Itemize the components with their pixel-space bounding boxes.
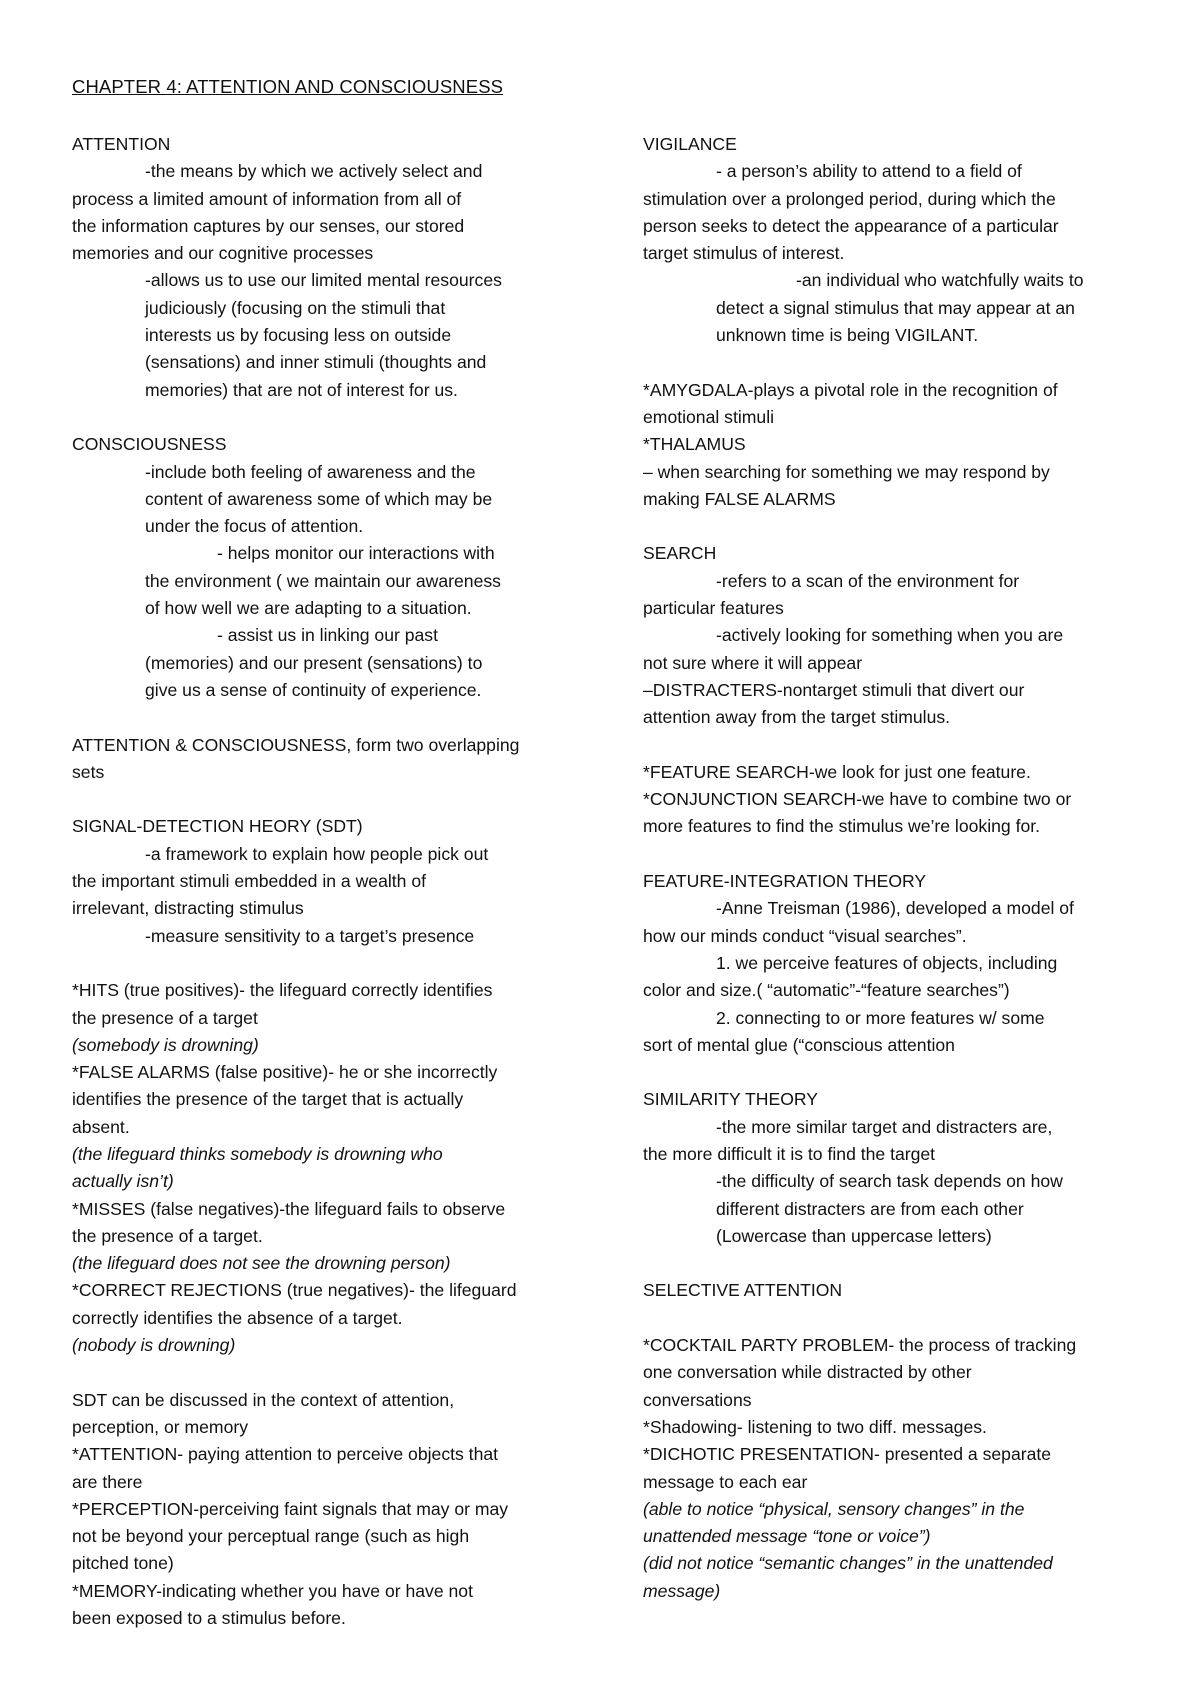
blank-line bbox=[643, 513, 1143, 540]
text-line: -actively looking for something when you are bbox=[716, 625, 1064, 646]
text-line: *Shadowing- listening to two diff. messages. bbox=[643, 1416, 987, 1437]
text-line: *FEATURE SEARCH-we look for just one feature. bbox=[643, 761, 1031, 782]
text-line: *CONJUNCTION SEARCH-we have to combine two or bbox=[643, 789, 1072, 810]
text-line: CONSCIOUSNESS bbox=[72, 434, 227, 455]
text-line: *COCKTAIL PARTY PROBLEM- the process of tracking bbox=[643, 1335, 1077, 1356]
text-line: *MISSES (false negatives)-the lifeguard fails to observe bbox=[72, 1198, 506, 1219]
text-line: memories) that are not of interest for us. bbox=[145, 379, 458, 400]
text-line: target stimulus of interest. bbox=[643, 243, 845, 264]
text-line: identifies the presence of the target that is actually bbox=[72, 1089, 464, 1110]
left-column bbox=[72, 131, 572, 1632]
text-line: *PERCEPTION-perceiving faint signals that may or may bbox=[72, 1498, 509, 1519]
text-line: person seeks to detect the appearance of a particular bbox=[643, 215, 1059, 236]
text-line: ATTENTION & CONSCIOUSNESS, form two overlapping bbox=[72, 734, 520, 755]
text-line: been exposed to a stimulus before. bbox=[72, 1608, 346, 1629]
text-line: not sure where it will appear bbox=[643, 652, 863, 673]
text-line: (sensations) and inner stimuli (thoughts and bbox=[145, 352, 487, 373]
blank-line bbox=[643, 841, 1143, 868]
text-line: the presence of a target bbox=[72, 1007, 258, 1028]
text-line: *FALSE ALARMS (false positive)- he or she incorrectly bbox=[72, 1062, 498, 1083]
text-line: (nobody is drowning) bbox=[72, 1335, 236, 1356]
text-line: SELECTIVE ATTENTION bbox=[643, 1280, 843, 1301]
blank-line bbox=[643, 1250, 1143, 1277]
text-line: SIGNAL-DETECTION HEORY (SDT) bbox=[72, 816, 363, 837]
text-line: ATTENTION bbox=[72, 134, 171, 154]
blank-line bbox=[643, 1305, 1143, 1332]
text-line: one conversation while distracted by other bbox=[643, 1362, 972, 1383]
text-line: (memories) and our present (sensations) to bbox=[145, 652, 483, 673]
text-line: how our minds conduct “visual searches”. bbox=[643, 925, 967, 946]
blank-line bbox=[72, 950, 572, 977]
text-line: - assist us in linking our past bbox=[217, 625, 438, 646]
text-line: (somebody is drowning) bbox=[72, 1034, 259, 1055]
text-line: (able to notice “physical, sensory changes” in the bbox=[643, 1498, 1025, 1519]
text-line: *AMYGDALA-plays a pivotal role in the recognition of bbox=[643, 379, 1058, 400]
text-line: attention away from the target stimulus. bbox=[643, 707, 951, 728]
text-line: irrelevant, distracting stimulus bbox=[72, 898, 304, 919]
blank-line bbox=[72, 1359, 572, 1386]
text-line: under the focus of attention. bbox=[145, 516, 364, 537]
text-line: *DICHOTIC PRESENTATION- presented a separate bbox=[643, 1444, 1052, 1465]
text-line: -allows us to use our limited mental resources bbox=[145, 270, 502, 291]
text-line: not be beyond your perceptual range (such as high bbox=[72, 1526, 470, 1547]
text-line: message) bbox=[643, 1580, 721, 1601]
text-line: the important stimuli embedded in a wealth of bbox=[72, 871, 427, 892]
text-line: -the means by which we actively select and bbox=[145, 161, 483, 182]
blank-line bbox=[72, 404, 572, 431]
text-line: sets bbox=[72, 761, 105, 782]
text-line: (the lifeguard does not see the drowning person) bbox=[72, 1253, 451, 1274]
text-line: –DISTRACTERS-nontarget stimuli that divert our bbox=[643, 679, 1025, 700]
text-line: emotional stimuli bbox=[643, 406, 775, 427]
text-line: FEATURE-INTEGRATION THEORY bbox=[643, 871, 927, 892]
text-line: the more difficult it is to find the target bbox=[643, 1143, 936, 1164]
text-line: *CORRECT REJECTIONS (true negatives)- the lifeguard bbox=[72, 1280, 517, 1301]
text-line: color and size.( “automatic”-“feature searches”) bbox=[643, 980, 1010, 1001]
text-line: interests us by focusing less on outside bbox=[145, 325, 452, 346]
text-line: the presence of a target. bbox=[72, 1225, 263, 1246]
text-line: SIMILARITY THEORY bbox=[643, 1089, 819, 1110]
text-line: the environment ( we maintain our awareness bbox=[145, 570, 501, 591]
blank-line bbox=[643, 1059, 1143, 1086]
text-line: different distracters are from each other bbox=[716, 1198, 1024, 1219]
text-line: -Anne Treisman (1986), developed a model of bbox=[716, 898, 1074, 919]
text-line: -the difficulty of search task depends on how bbox=[716, 1171, 1063, 1192]
blank-line bbox=[72, 704, 572, 731]
text-line: correctly identifies the absence of a target. bbox=[72, 1307, 403, 1328]
text-line: the information captures by our senses, our stored bbox=[72, 215, 465, 236]
text-line: -include both feeling of awareness and the bbox=[145, 461, 476, 482]
text-line: *HITS (true positives)- the lifeguard correctly identifies bbox=[72, 980, 493, 1001]
text-line: message to each ear bbox=[643, 1471, 808, 1492]
text-line: detect a signal stimulus that may appear at an bbox=[716, 297, 1075, 318]
text-line: process a limited amount of information from all of bbox=[72, 188, 462, 209]
blank-line bbox=[72, 786, 572, 813]
text-line: more features to find the stimulus we’re looking for. bbox=[643, 816, 1041, 837]
text-line: content of awareness some of which may be bbox=[145, 488, 493, 509]
text-line: conversations bbox=[643, 1389, 752, 1410]
text-line: *ATTENTION- paying attention to perceive objects that bbox=[72, 1444, 499, 1465]
text-line: 2. connecting to or more features w/ some bbox=[716, 1007, 1045, 1028]
text-line: are there bbox=[72, 1471, 143, 1492]
text-line: unattended message “tone or voice”) bbox=[643, 1526, 931, 1547]
blank-line bbox=[643, 349, 1143, 376]
text-line: stimulation over a prolonged period, during which the bbox=[643, 188, 1056, 209]
blank-line bbox=[643, 732, 1143, 759]
text-line: give us a sense of continuity of experience. bbox=[145, 679, 482, 700]
text-line: (did not notice “semantic changes” in the unattended bbox=[643, 1553, 1053, 1574]
text-line: *THALAMUS bbox=[643, 434, 746, 455]
text-line: (the lifeguard thinks somebody is drowning who bbox=[72, 1143, 443, 1164]
text-line: making FALSE ALARMS bbox=[643, 488, 836, 509]
text-line: perception, or memory bbox=[72, 1416, 249, 1437]
text-line: – when searching for something we may respond by bbox=[643, 461, 1050, 482]
text-line: -a framework to explain how people pick out bbox=[145, 843, 489, 864]
text-line: - helps monitor our interactions with bbox=[217, 543, 495, 564]
text-line: - a person’s ability to attend to a field of bbox=[716, 161, 1022, 182]
text-line: -the more similar target and distracters are, bbox=[716, 1116, 1053, 1137]
page-title: CHAPTER 4: ATTENTION AND CONSCIOUSNESS bbox=[72, 76, 504, 97]
text-line: memories and our cognitive processes bbox=[72, 243, 374, 264]
text-line: judiciously (focusing on the stimuli that bbox=[145, 297, 446, 318]
text-line: VIGILANCE bbox=[643, 134, 737, 154]
text-line: -an individual who watchfully waits to bbox=[796, 270, 1084, 291]
right-column bbox=[643, 131, 1143, 1605]
text-line: 1. we perceive features of objects, including bbox=[716, 952, 1058, 973]
text-line: (Lowercase than uppercase letters) bbox=[716, 1225, 992, 1246]
text-line: pitched tone) bbox=[72, 1553, 174, 1574]
text-line: actually isn’t) bbox=[72, 1171, 174, 1192]
text-line: absent. bbox=[72, 1116, 130, 1137]
text-line: -refers to a scan of the environment for bbox=[716, 570, 1020, 591]
text-line: unknown time is being VIGILANT. bbox=[716, 325, 979, 346]
text-line: *MEMORY-indicating whether you have or have not bbox=[72, 1580, 473, 1601]
text-line: -measure sensitivity to a target’s presence bbox=[145, 925, 475, 946]
text-line: SDT can be discussed in the context of attention, bbox=[72, 1389, 455, 1410]
text-line: particular features bbox=[643, 598, 784, 619]
text-line: sort of mental glue (“conscious attention bbox=[643, 1034, 955, 1055]
text-line: of how well we are adapting to a situation. bbox=[145, 598, 472, 619]
text-line: SEARCH bbox=[643, 543, 717, 564]
